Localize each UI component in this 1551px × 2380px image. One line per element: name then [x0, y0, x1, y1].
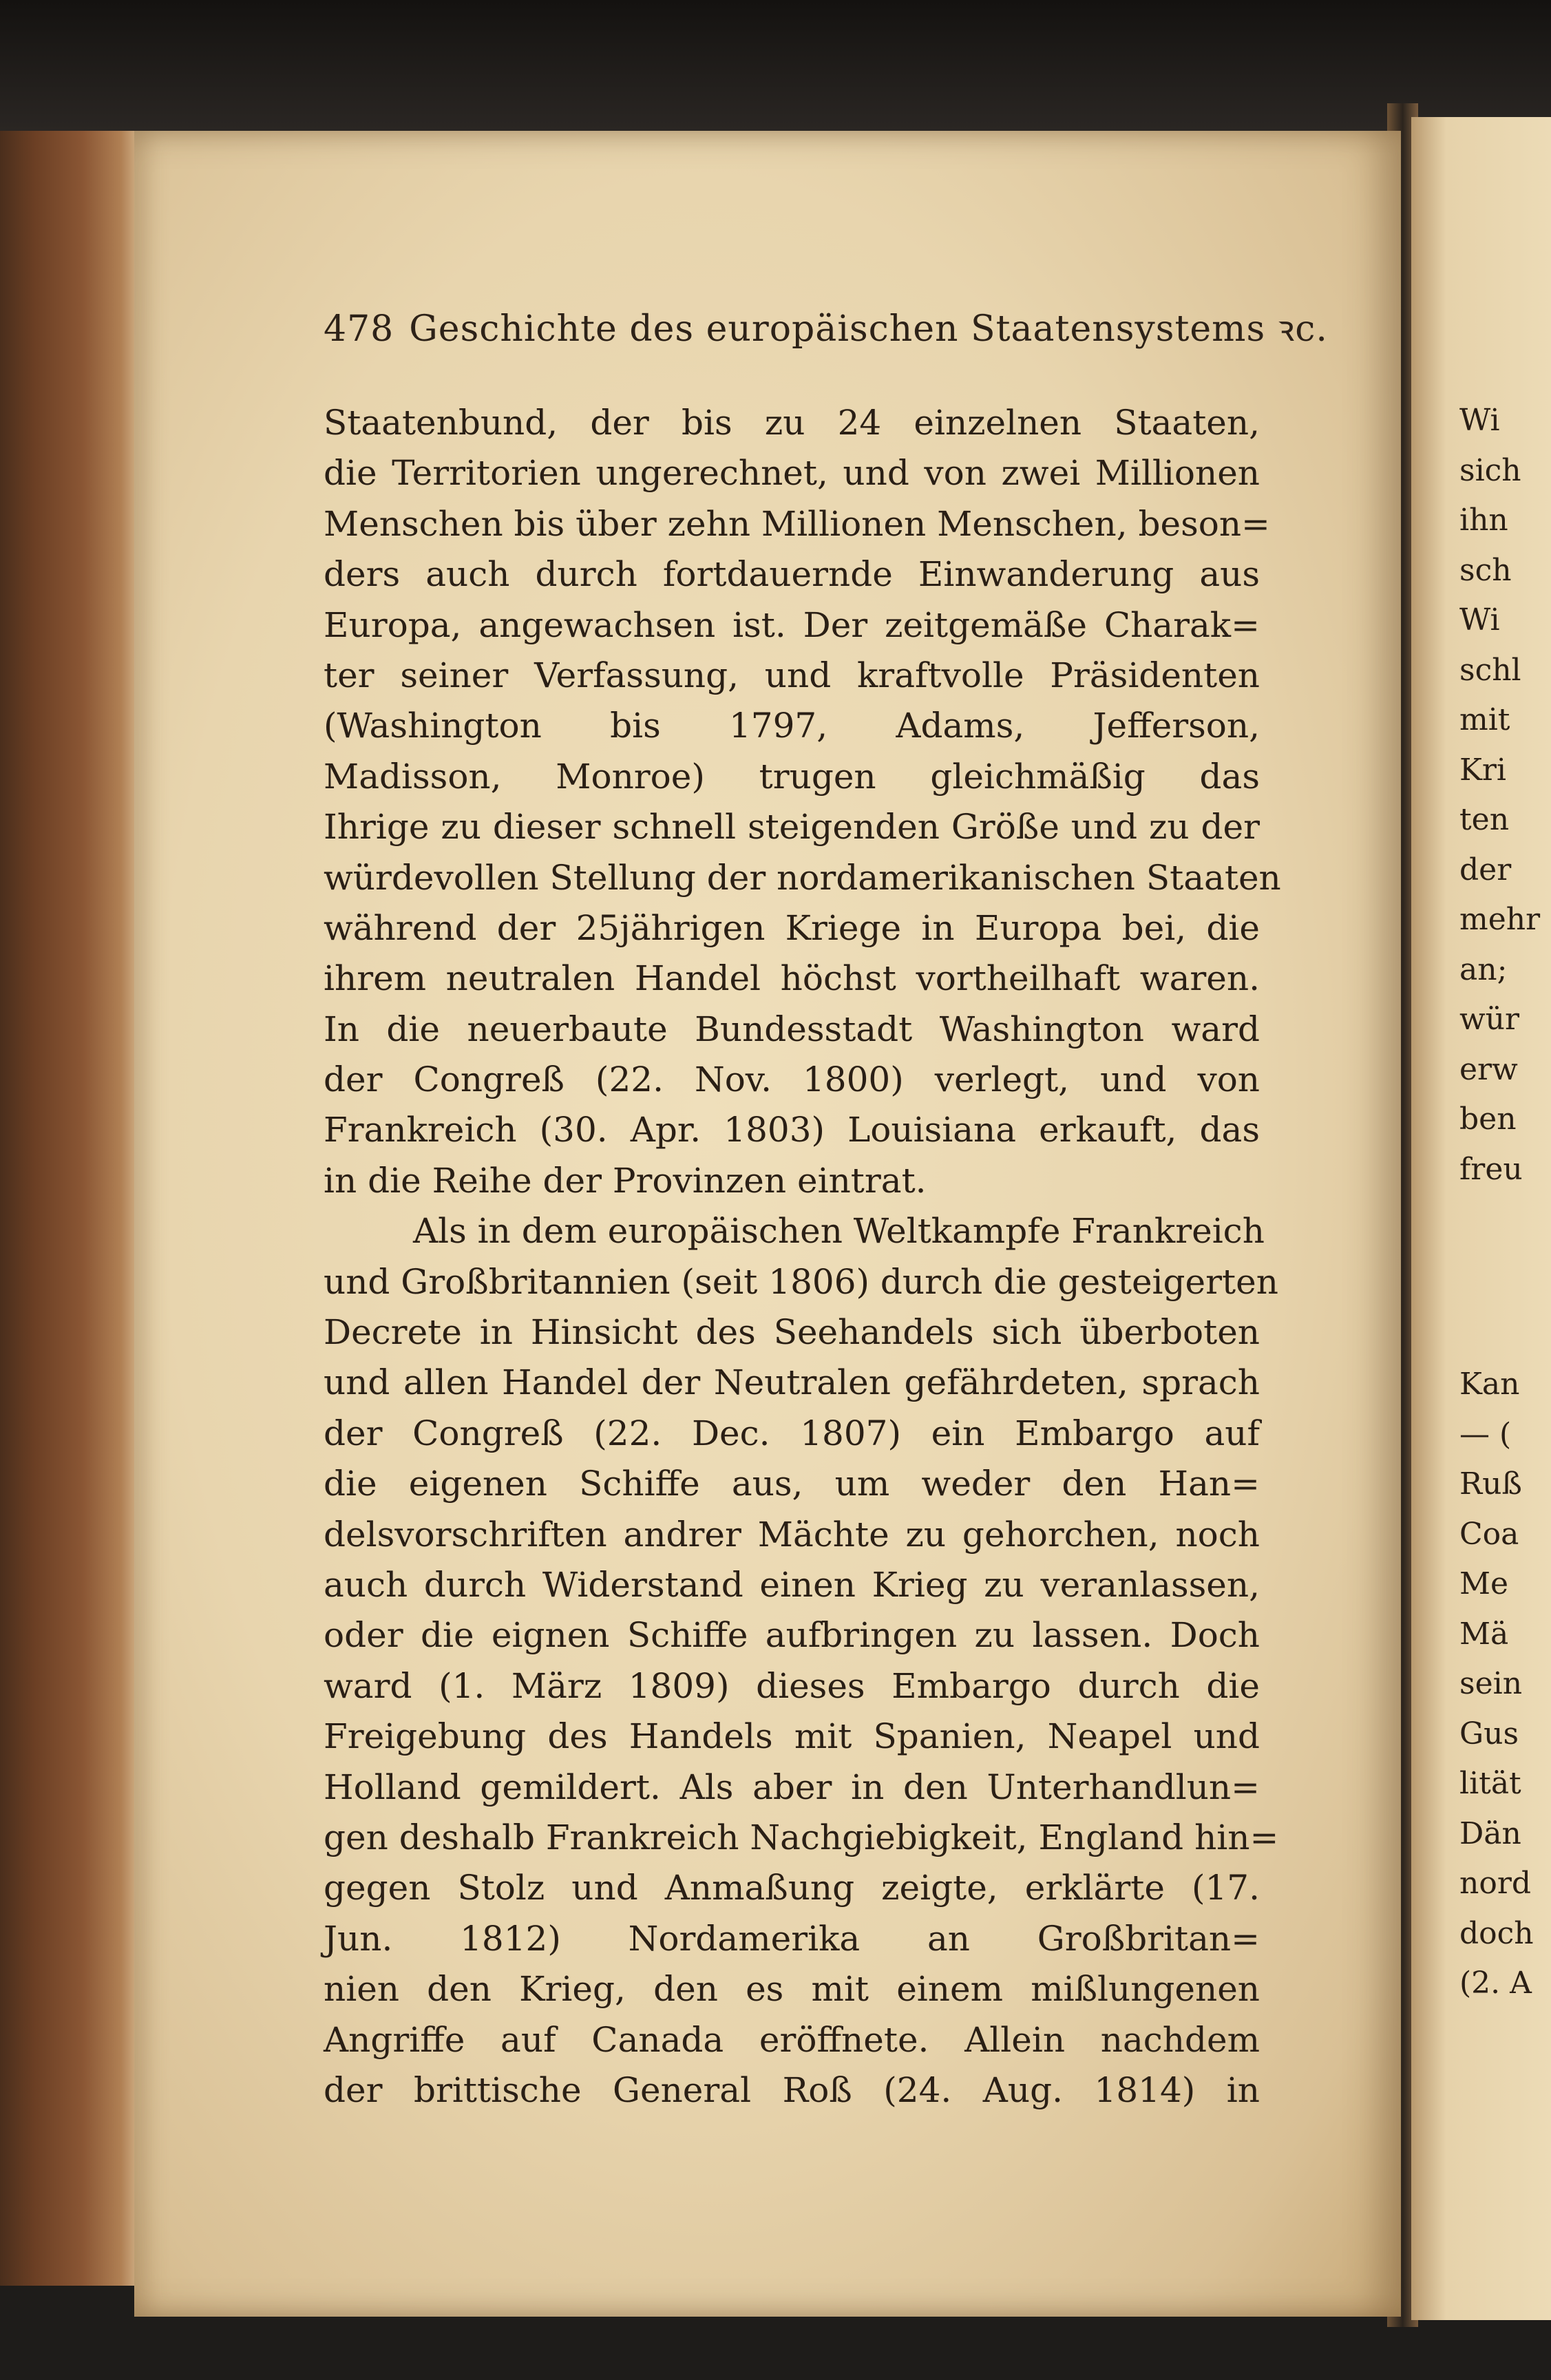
- text-line: und allen Handel der Neutralen gefährdeten, sprach: [324, 1362, 1260, 1403]
- facing-page-fragment: Kri: [1459, 752, 1506, 788]
- text-line: die Territorien ungerechnet, und von zwei Millionen: [324, 453, 1260, 494]
- text-line: Jun. 1812) Nordamerika an Großbritan=: [324, 1918, 1260, 1959]
- text-line: der brittische General Roß (24. Aug. 1814) in: [324, 2070, 1260, 2110]
- facing-page-fragment: (2. A: [1459, 1966, 1532, 2001]
- text-line: Decrete in Hinsicht des Seehandels sich überboten: [324, 1312, 1260, 1353]
- text-line: in die Reihe der Provinzen eintrat.: [324, 1160, 927, 1201]
- book-page-edges: [0, 131, 138, 2286]
- running-header: [324, 303, 1328, 365]
- facing-page-fragment: mehr: [1459, 902, 1541, 937]
- facing-page-fragment: ihn: [1459, 503, 1508, 538]
- text-line: der Congreß (22. Nov. 1800) verlegt, und von: [324, 1060, 1260, 1100]
- facing-page-fragment: sich: [1459, 452, 1521, 488]
- text-line: ders auch durch fortdauernde Einwanderung aus: [324, 554, 1260, 595]
- text-line: der Congreß (22. Dec. 1807) ein Embargo auf: [324, 1413, 1260, 1453]
- page-number: 478: [324, 308, 394, 350]
- facing-page-fragment: der: [1459, 852, 1512, 887]
- text-line: gen deshalb Frankreich Nachgiebigkeit, England hin=: [324, 1817, 1279, 1857]
- facing-page-fragment: erw: [1459, 1051, 1518, 1087]
- facing-page-fragment: Mä: [1459, 1616, 1509, 1652]
- text-line: In die neuerbaute Bundesstadt Washington ward: [324, 1009, 1260, 1049]
- text-line: Menschen bis über zehn Millionen Menschen, beson=: [324, 503, 1270, 544]
- text-line: Staatenbund, der bis zu 24 einzelnen Staaten,: [324, 403, 1260, 443]
- text-line: ward (1. März 1809) dieses Embargo durch die: [324, 1665, 1260, 1706]
- facing-page-fragment: Ruß: [1459, 1466, 1522, 1502]
- facing-page-fragment: mit: [1459, 702, 1510, 737]
- text-line: Ihrige zu dieser schnell steigenden Größe und zu der: [324, 807, 1260, 847]
- text-line: delsvorschriften andrer Mächte zu gehorchen, noch: [324, 1514, 1260, 1555]
- text-line: Holland gemildert. Als aber in den Unterhandlun=: [324, 1767, 1260, 1807]
- facing-page-fragment: Wi: [1459, 602, 1500, 638]
- facing-page-fragment: Gus: [1459, 1716, 1519, 1751]
- text-line: würdevollen Stellung der nordamerikanischen Staaten: [324, 857, 1281, 898]
- facing-page-fragment: Wi: [1459, 403, 1500, 438]
- text-line: während der 25jährigen Kriege in Europa bei, die: [324, 907, 1260, 948]
- text-line: gegen Stolz und Anmaßung zeigte, erklärte (17.: [324, 1868, 1260, 1908]
- text-line: Frankreich (30. Apr. 1803) Louisiana erkauft, das: [324, 1110, 1260, 1150]
- text-line: oder die eignen Schiffe aufbringen zu lassen. Doch: [324, 1615, 1260, 1656]
- text-line: Madisson, Monroe) trugen gleichmäßig das: [324, 756, 1260, 797]
- facing-page-fragment: wür: [1459, 1002, 1520, 1037]
- text-line: auch durch Widerstand einen Krieg zu veranlassen,: [324, 1564, 1260, 1605]
- text-line: Als in dem europäischen Weltkampfe Frankreich: [413, 1211, 1265, 1252]
- text-line: Angriffe auf Canada eröffnete. Allein nachdem: [324, 2019, 1260, 2060]
- facing-page-fragment: ben: [1459, 1102, 1517, 1137]
- text-line: Freigebung des Handels mit Spanien, Neapel und: [324, 1716, 1260, 1757]
- text-line: nien den Krieg, den es mit einem mißlungenen: [324, 1969, 1260, 2010]
- facing-page-fragment: — (: [1459, 1416, 1512, 1452]
- facing-page-fragment: sein: [1459, 1666, 1523, 1701]
- text-line: (Washington bis 1797, Adams, Jefferson,: [324, 706, 1260, 746]
- text-line: die eigenen Schiffe aus, um weder den Han=: [324, 1464, 1260, 1504]
- page-body-text: [324, 398, 1281, 2116]
- facing-page-fragment: sch: [1459, 552, 1512, 588]
- text-line: Europa, angewachsen ist. Der zeitgemäße Charak=: [324, 604, 1260, 645]
- text-line: und Großbritannien (seit 1806) durch die gesteigerten: [324, 1261, 1278, 1302]
- facing-page-fragment: Me: [1459, 1566, 1509, 1601]
- facing-page-fragment: doch: [1459, 1915, 1534, 1951]
- book-spine-shadow: [0, 0, 1551, 131]
- facing-page-fragment: Coa: [1459, 1516, 1519, 1552]
- text-line: ter seiner Verfassung, und kraftvolle Präsidenten: [324, 655, 1260, 695]
- facing-page-fragment: an;: [1459, 951, 1508, 987]
- facing-page-fragment: Dän: [1459, 1815, 1521, 1851]
- facing-page-fragment: schl: [1459, 652, 1521, 688]
- text-line: ihrem neutralen Handel höchst vortheilhaft waren.: [324, 958, 1260, 999]
- facing-page-fragment: Kan: [1459, 1367, 1520, 1402]
- facing-page-fragment: freu: [1459, 1151, 1523, 1187]
- facing-page-fragment: nord: [1459, 1866, 1532, 1901]
- running-title: Geschichte des europäischen Staatensystems ꝛc.: [409, 308, 1328, 350]
- facing-page-fragment: ten: [1459, 802, 1510, 837]
- facing-page-fragment: lität: [1459, 1766, 1521, 1801]
